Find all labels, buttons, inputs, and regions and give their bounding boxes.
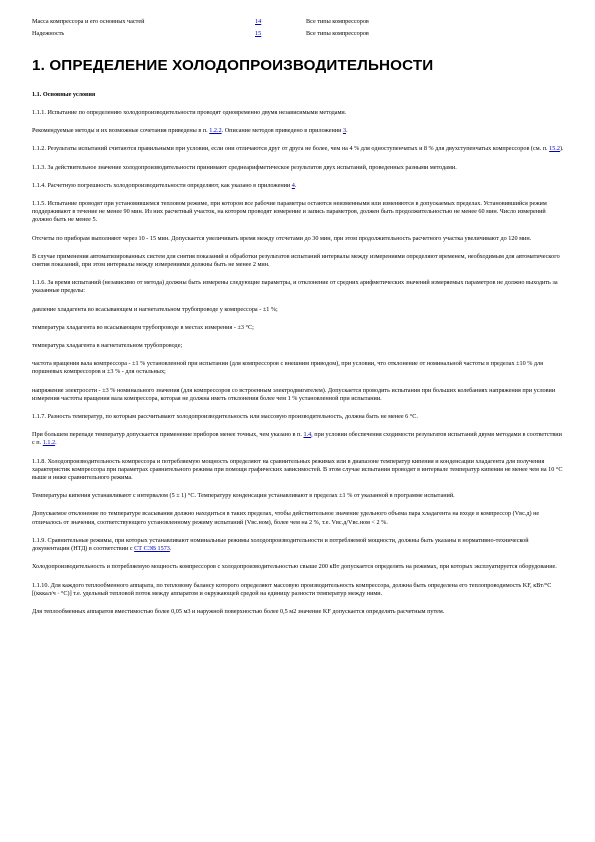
section-heading: 1. ОПРЕДЕЛЕНИЕ ХОЛОДОПРОИЗВОДИТЕЛЬНОСТИ xyxy=(32,57,434,74)
subsection-title: 1.1. Основные условия xyxy=(32,91,96,98)
toc-row xyxy=(32,16,572,28)
paragraph-shaft-speed: частота вращения вала компрессора - ±1 % установленной при испытании (для компрессоров с внешним приводом), при условии, что отклонение от номинальной частоты в пределах ±10 % для поршневых компрессоров и ±3 % - для остальных; xyxy=(32,360,543,376)
paragraph-methods: Рекомендуемые методы и их возможные сочетания приведены в п. 1.2.2. Описание методов приведено в приложении 3. xyxy=(32,127,348,135)
toc-page-link[interactable]: 15 xyxy=(255,29,262,37)
toc-page-link[interactable]: 14 xyxy=(255,17,262,25)
toc-item-name: Надежность xyxy=(32,29,65,37)
paragraph-1-1-3: 1.1.3. За действительное значение холодопроизводительности принимают среднеарифметическое результатов двух испытаний, проведенных разными методами. xyxy=(32,163,457,171)
paragraph-large-compressors: Холодопроизводительность и потребляемую мощность компрессоров с холодопроизводительностью свыше 200 кВт допускается определять на режимах, при которых эксплуатируется оборудование. xyxy=(32,563,557,571)
ref-link-1-2-2[interactable]: 1.2.2 xyxy=(209,127,222,135)
ref-link-1-1-2[interactable]: 1.1.2 xyxy=(42,439,56,447)
paragraph-heat-exchangers: Для теплообменных аппаратов вместимостью более 0,05 м3 и наружной поверхностью более 0,5 м2 значение KF допускается определять расчетным путем. xyxy=(32,607,445,615)
paragraph-1-1-7: 1.1.7. Разность температур, по которым рассчитывают холодопроизводительность или массовую производительность, должна быть не менее 6 °С. xyxy=(32,413,418,421)
paragraph-1-1-10: 1.1.10. Для каждого теплообменного аппарата, по тепловому балансу которого определяют массовую производительность компрессора, должна быть определена его теплопроводимость KF, кВт/°С [(кккал/ч · °С)] т.е. удельный тепловой поток между аппаратом и окружающей средой на единицу разности температур между ними. xyxy=(32,581,552,597)
paragraph-boiling-temp: Температуры кипения устанавливают с интервалом (5 ± 1) °С. Температуру конденсации устанавливают в пределах ±1 % от указанной в программе испытаний. xyxy=(32,492,455,500)
paragraph-1-1-9: 1.1.9. Сравнительные режимы, при которых устанавливают номинальные режимы холодопроизводительности и потребляемой мощности, должны быть указаны в нормативно-технической документации (НТД) в соответствии с СТ СЭВ 1573. xyxy=(32,536,529,553)
ref-link-appendix-3[interactable]: 3 xyxy=(342,127,347,135)
ref-link-appendix-4[interactable]: 4 xyxy=(291,181,295,189)
paragraph-voltage: напряжение электросети - ±3 % номинального значения (для компрессоров со встроенным электродвигателем). Допускается проводить испытания при больших колебаниях напряжения при условии измерения частоты вращения вала компрессора, которая не должна иметь отклонения более чем 1 % установленной при испытании. xyxy=(32,386,556,402)
ref-link-1-4[interactable]: 1.4 xyxy=(303,431,312,439)
toc-item-name: Масса компрессора и его основных частей xyxy=(32,17,145,25)
paragraph-pressure: давление хладагента во всасывающем и нагнетательном трубопроводе у компрессора - ±1 %; xyxy=(32,305,278,313)
section-body xyxy=(32,91,566,626)
paragraph-1-1-6: 1.1.6. За время испытаний (независимо от метода) должны быть измерены следующие параметры, и отклонение от средних арифметических значений измеряемых параметров не должно выходить за указанные пределы: xyxy=(32,279,558,295)
paragraph-suction-temp: температура хладагента во всасывающем трубопроводе в местах измерения - ±3 °С; xyxy=(32,323,254,331)
ref-link-15-2[interactable]: 15.2 xyxy=(549,145,560,153)
paragraph-1-1-5: 1.1.5. Испытание проводят при установившемся тепловом режиме, при котором все рабочие параметры остаются неизменными или изменяются в допускаемых пределах. Установившийся режим поддерживают в течение не менее 90 мин. Из них расчетный участок, на котором проводят измерение и запись параметров, должен быть продолжительностью не менее 60 мин. Число измерений должно быть не менее 5. xyxy=(32,200,547,224)
ref-link-st-sev-1573[interactable]: СТ СЭВ 1573 xyxy=(134,545,170,553)
toc-row xyxy=(32,28,572,40)
paragraph-1-1-8: 1.1.8. Холодопроизводительность компрессора и потребляемую мощность определяют на сравнительных режимах или в диапазоне температур кипения и конденсации хладагента для получения характеристик компрессора при параметрах сравнительного режима при помощи графических зависимостей. В этом случае испытания проводят в интервале температур кипения не менее чем на 10 °С выше и ниже сравнительного режима. xyxy=(32,457,563,482)
paragraph-1-1-2: 1.1.2. Результаты испытаний считаются правильными при условии, если они отличаются друг от друга не более, чем на 4 % для одноступенчатых и 8 % для двухступенчатых компрессоров (см. п. 15.2). xyxy=(32,145,564,153)
toc-table xyxy=(32,16,572,40)
paragraph-1-1-4: 1.1.4. Расчетную погрешность холодопроизводительности определяют, как указано в приложении 4. xyxy=(32,181,297,189)
paragraph-1-1-1: 1.1.1. Испытание по определению холодопроизводительности проводят одновременно двумя независимыми методами. xyxy=(32,109,347,116)
paragraph-automation: В случае применения автоматизированных систем для снятия показаний и обработки результатов испытаний интервалы между измерениями определяют временем, необходимым для автоматического снятия показаний, при этом интервалы между измерениями должны быть не менее 2 мин. xyxy=(32,252,560,269)
toc-item-scope: Все типы компрессоров xyxy=(306,29,369,37)
paragraph-discharge-temp: температура хладагента в нагнетательном трубопроводе; xyxy=(32,342,183,350)
toc-item-scope: Все типы компрессоров xyxy=(306,17,369,25)
paragraph-instruments: При большем перепаде температур допускается применение приборов менее точных, чем указано в п. 1.4, при условии обеспечения сходимости результатов испытаний двумя методами в соответствии с п. 1.1.2. xyxy=(32,431,562,447)
paragraph-readings: Отсчеты по приборам выполняют через 10 - 15 мин. Допускается увеличивать время между отсчетами до 30 мин, при этом продолжительность расчетного участка увеличивают до 120 мин. xyxy=(32,234,532,242)
paragraph-suction-deviation: Допускаемое отклонение по температуре всасывания должно находиться в таких пределах, чтобы действительное значение удельного объема пара хладагента на входе в компрессор (Vвс.д) не отличалось от значения, соответствующего установленному режиму испытаний (Vвс.ном), более чем на 2 %, т.е. Vвс.д/Vвс.ном < 2 %. xyxy=(32,510,540,526)
